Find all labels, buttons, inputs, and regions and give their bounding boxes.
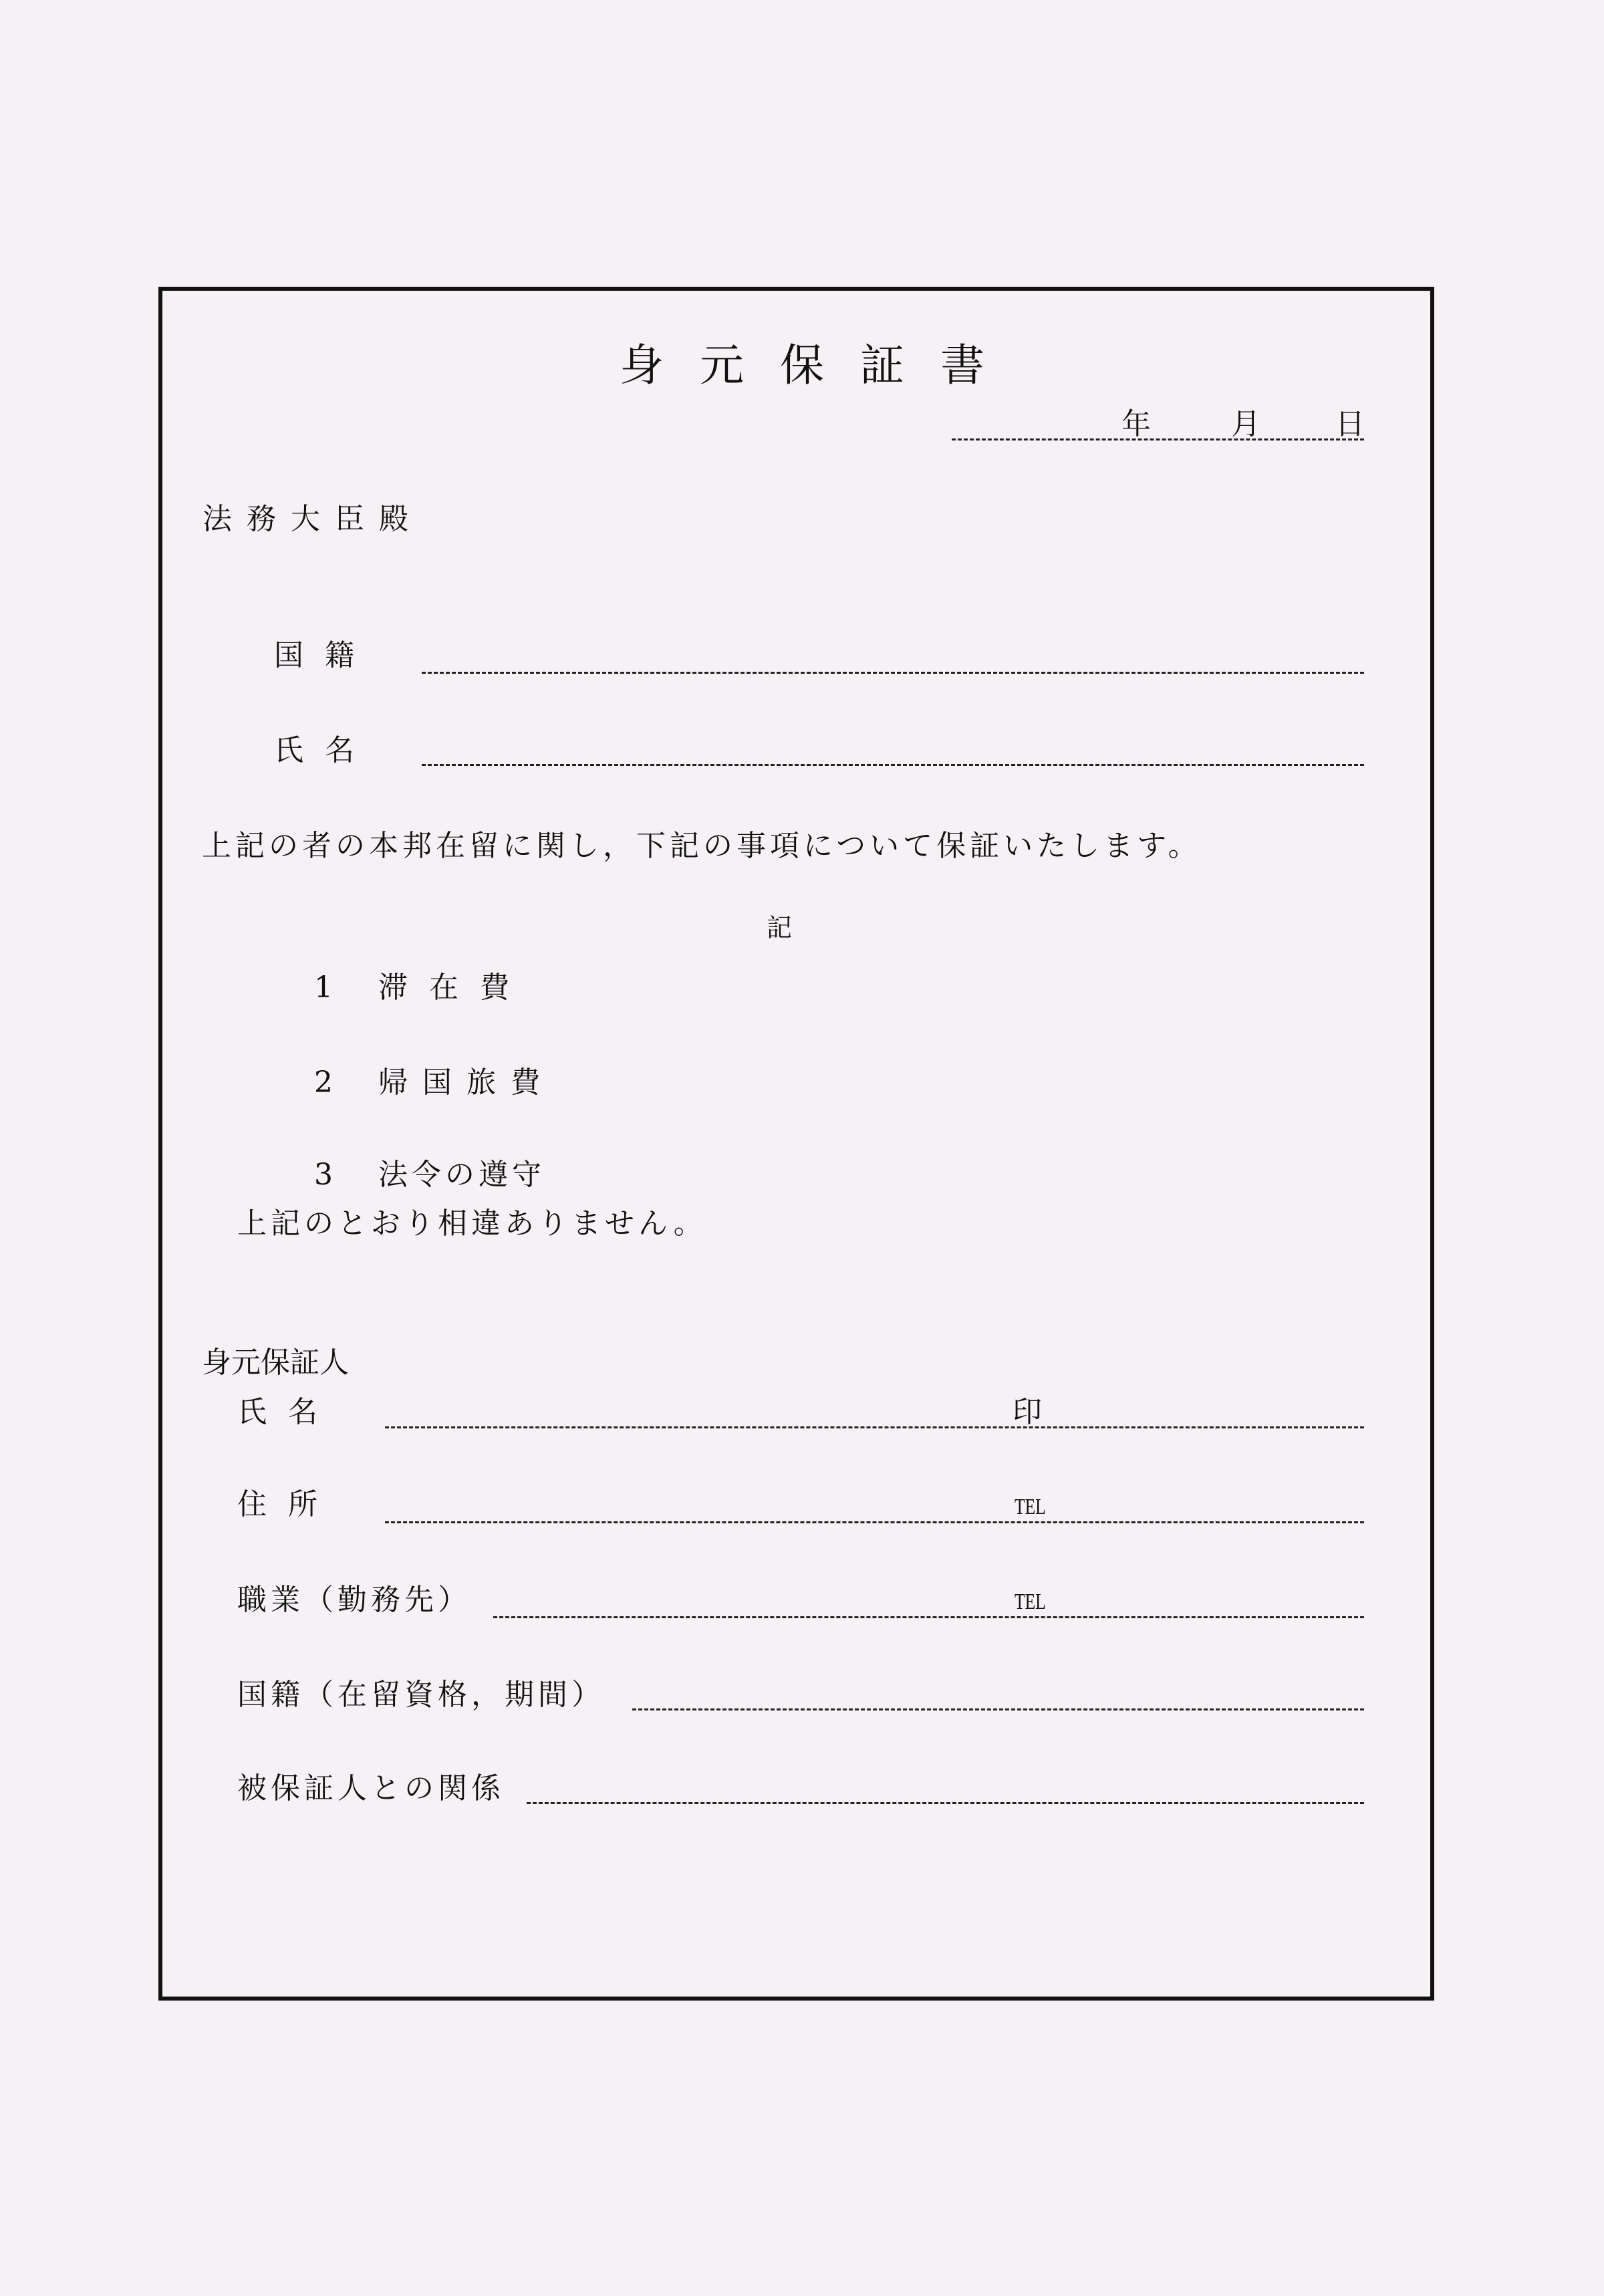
date-year-label: 年 (1121, 407, 1151, 441)
tel-label: TEL (1015, 1589, 1046, 1614)
guarantor-name-label: 氏名 (237, 1395, 339, 1429)
nationality-field[interactable] (422, 672, 1364, 674)
item-text: 帰国旅費 (378, 1065, 555, 1100)
nationality-label: 国籍 (274, 638, 376, 672)
guarantor-address-label: 住所 (237, 1487, 339, 1521)
name-field[interactable] (422, 764, 1364, 766)
tel-label: TEL (1015, 1495, 1046, 1519)
guarantor-name-field[interactable] (385, 1426, 1364, 1428)
form-border (158, 287, 1434, 2001)
item-text: 法令の遵守 (378, 1158, 545, 1192)
seal-label: 印 (1013, 1395, 1042, 1429)
guarantor-occupation-field[interactable] (493, 1616, 1364, 1618)
addressee: 法務大臣殿 (203, 502, 423, 536)
guarantor-occupation-label: 職業（勤務先） (237, 1583, 471, 1617)
ki-heading: 記 (767, 913, 793, 942)
guarantor-nationality-label: 国籍（在留資格，期間） (237, 1678, 605, 1712)
item-number: 2 (314, 1065, 333, 1100)
guarantor-address-field[interactable] (385, 1521, 1364, 1523)
guarantor-heading: 身元保証人 (202, 1346, 349, 1380)
confirmation: 上記のとおり相違ありません。 (237, 1206, 707, 1241)
relationship-field[interactable] (527, 1802, 1364, 1804)
item-text: 滞在費 (378, 971, 531, 1005)
name-label: 氏名 (274, 733, 376, 767)
item-number: 1 (314, 971, 333, 1005)
guarantor-nationality-field[interactable] (632, 1708, 1364, 1710)
statement: 上記の者の本邦在留に関し，下記の事項について保証いたします。 (202, 829, 1202, 863)
item-number: 3 (314, 1158, 333, 1192)
form-title: 身元保証書 (620, 340, 1021, 391)
relationship-label: 被保証人との関係 (237, 1771, 505, 1805)
date-day-label: 日 (1335, 407, 1365, 441)
date-month-label: 月 (1231, 407, 1260, 441)
date-line (952, 438, 1364, 440)
